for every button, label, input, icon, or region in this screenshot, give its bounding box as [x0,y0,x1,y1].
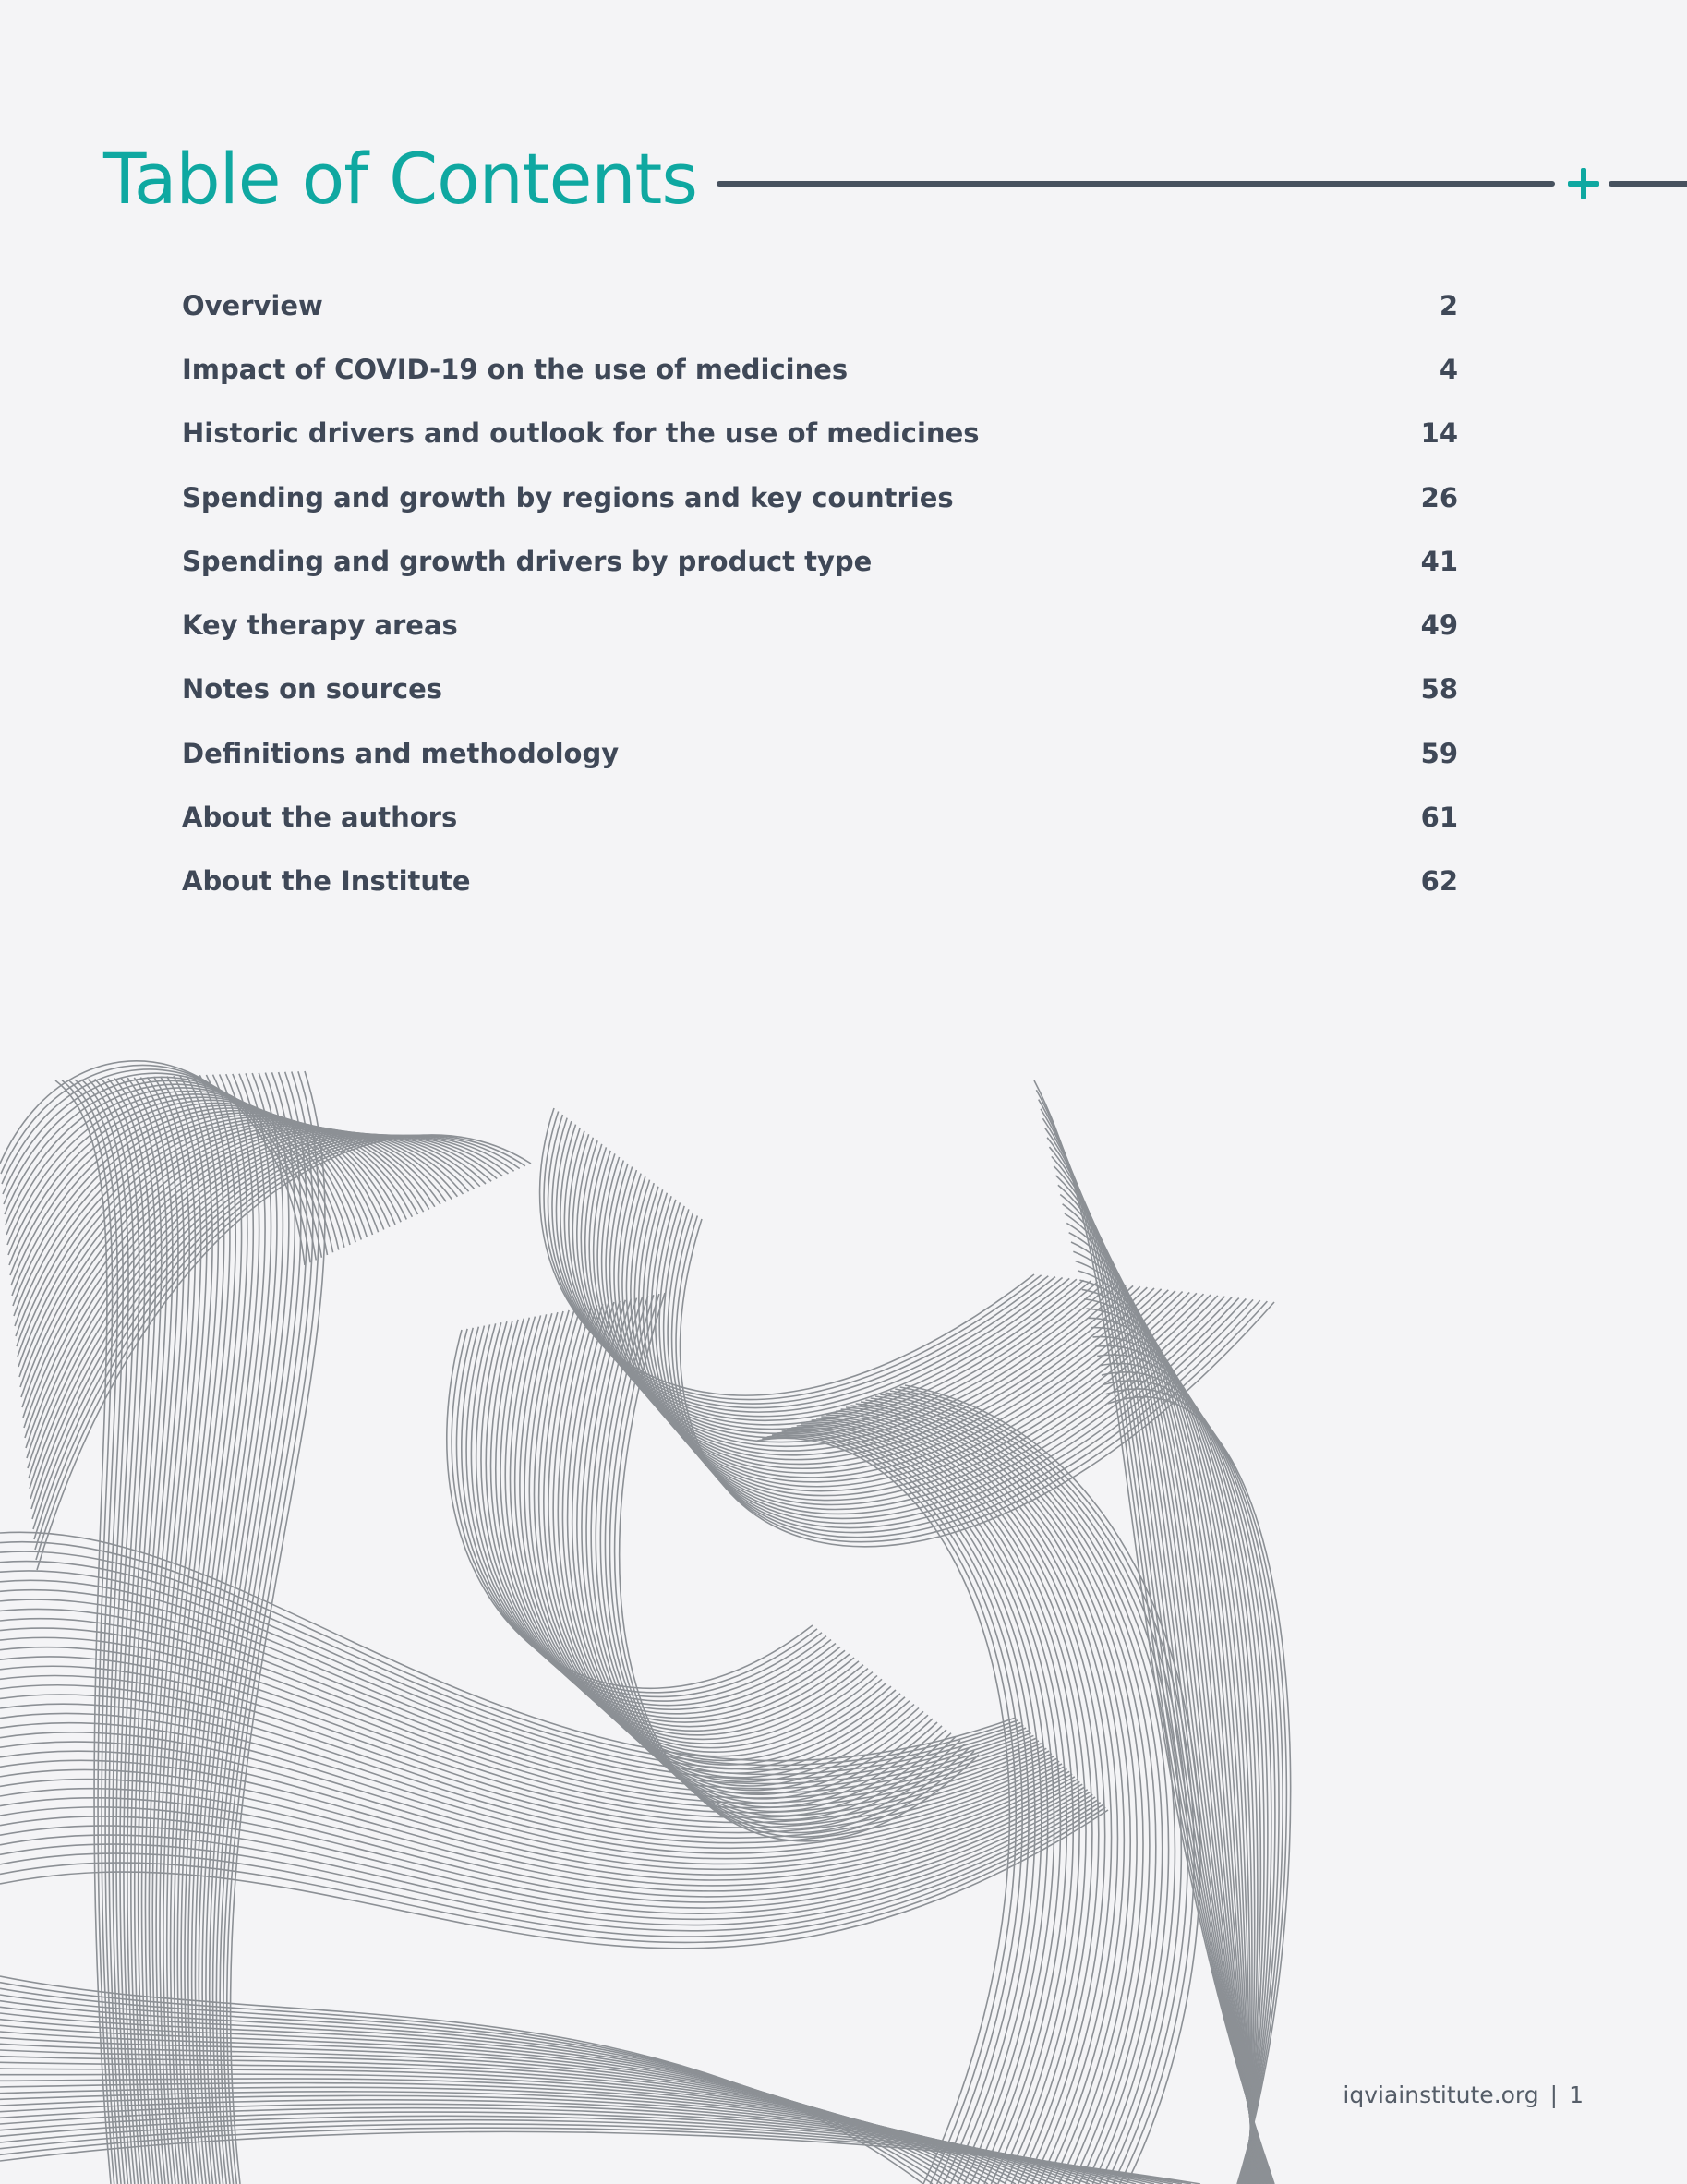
page-title: Table of Contents [103,138,697,220]
ribbon-strand [634,1183,1197,1495]
toc-entry-label: Definitions and methodology [182,737,620,769]
toc-entry-page: 14 [1420,417,1458,450]
toc-entry[interactable] [182,337,1458,401]
title-rule-left [717,181,1555,187]
toc-entry-page: 26 [1420,481,1458,513]
toc-entry-page: 49 [1420,609,1458,642]
toc-entry-label: About the authors [182,802,458,834]
toc-entry-page: 4 [1439,353,1458,385]
toc-entry-page: 62 [1420,865,1458,898]
toc-entry-label: Impact of COVID-19 on the use of medicines [182,353,849,385]
toc-entry[interactable] [182,465,1458,529]
toc-entry-page: 61 [1420,802,1458,834]
toc-entry[interactable] [182,273,1458,337]
toc-entry-label: Spending and growth by regions and key countries [182,481,954,513]
ribbon-strand [782,1430,1042,2184]
ribbon-strand [865,1400,1150,2184]
wireframe-ribbon-illustration [0,1053,1330,2184]
footer-separator: | [1549,2081,1559,2108]
ribbon-strand [777,1432,1035,2184]
footer [1343,2081,1584,2108]
toc-entry[interactable] [182,658,1458,721]
toc-entry-page: 41 [1420,545,1458,577]
toc-entry[interactable] [182,402,1458,465]
ribbon-strand [568,1304,928,1794]
toc-entry-label: Spending and growth drivers by product type [182,545,873,577]
ribbon-strand [520,1314,882,1752]
toc-entry-label: Notes on sources [182,673,442,706]
ribbon-strand [524,1313,886,1756]
plus-icon [1566,166,1601,201]
toc-entry[interactable] [182,785,1458,849]
toc-list [182,273,1458,913]
toc-entry-page: 59 [1420,737,1458,769]
toc-entry-label: Historic drivers and outlook for the use of medicines [182,417,980,450]
toc-entry[interactable] [182,593,1458,657]
toc-entry[interactable] [182,721,1458,785]
ribbon-strand [0,1551,1021,1769]
footer-page-number: 1 [1569,2081,1584,2108]
ribbon-strand [496,1320,859,1731]
toc-entry-label: Key therapy areas [182,609,458,642]
ribbon-strand [0,2069,1062,2184]
toc-entry[interactable] [182,850,1458,913]
toc-entry[interactable] [182,529,1458,593]
toc-entry-label: About the Institute [182,865,471,898]
toc-entry-page: 58 [1420,673,1458,706]
title-rule-right [1609,181,1687,187]
toc-entry-label: Overview [182,289,323,321]
footer-site: iqviainstitute.org [1343,2081,1539,2108]
toc-entry-page: 2 [1439,289,1458,321]
